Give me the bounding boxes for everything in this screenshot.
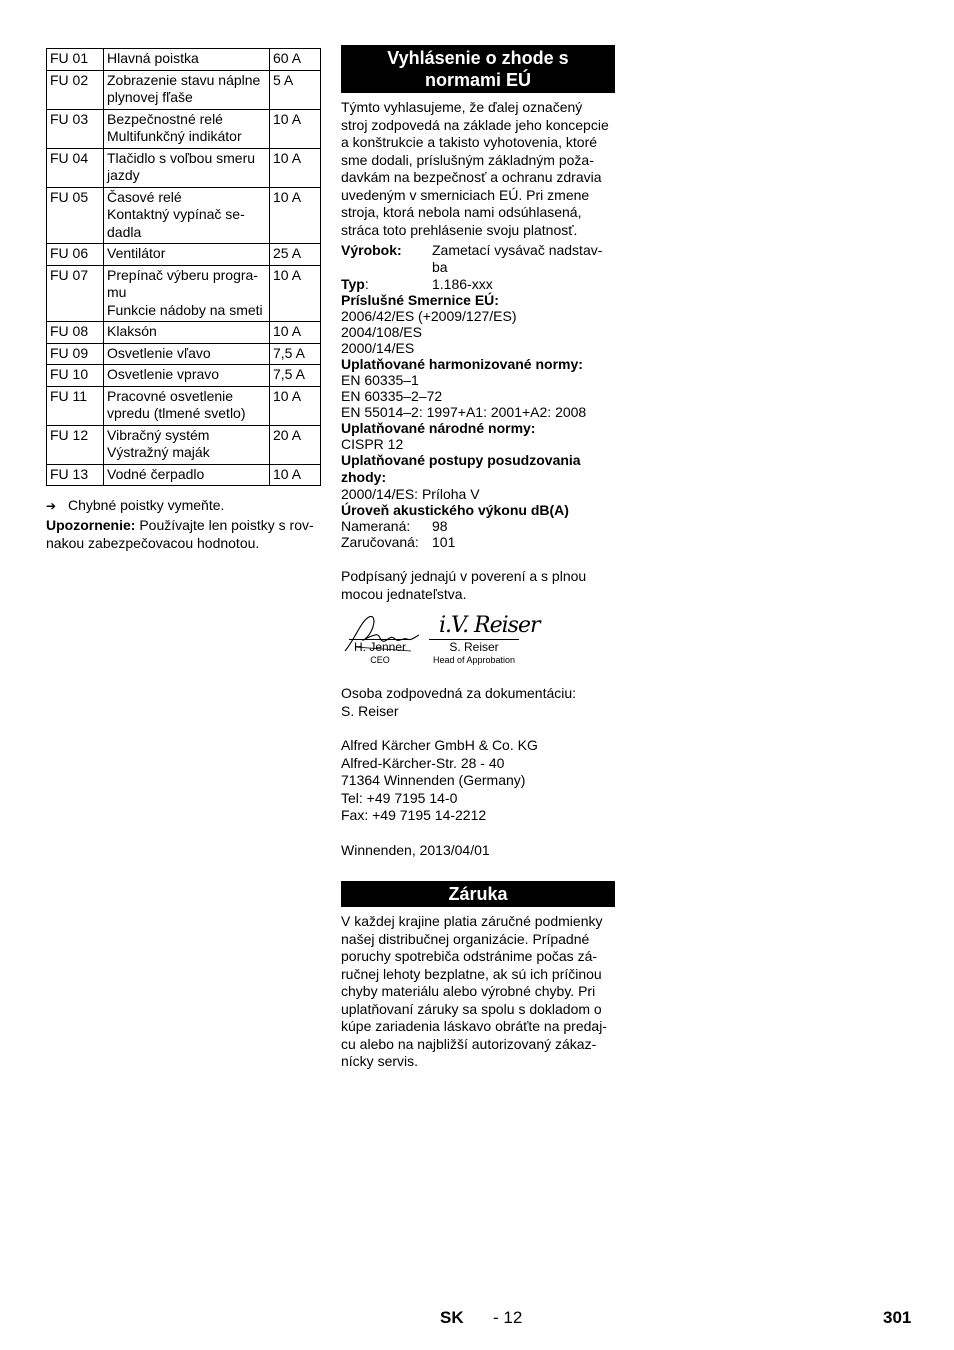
fuse-row	[47, 322, 321, 344]
fuse-rating: 7,5 A	[270, 365, 321, 387]
harmonized-item: EN 60335–1	[341, 372, 419, 388]
harmonized-item: EN 55014–2: 1997+A1: 2001+A2: 2008	[341, 404, 587, 420]
harmonized-item: EN 60335–2–72	[341, 388, 443, 404]
fuse-description: Bezpečnostné relé Multifunkčný indikátor	[104, 109, 270, 148]
arrow-icon: ➔	[46, 499, 57, 513]
harmonized-label: Uplatňované harmonizované normy:	[341, 356, 583, 372]
type-row: Typ: 1.186-xxx	[341, 276, 493, 292]
fuse-row	[47, 265, 321, 322]
fuse-rating: 7,5 A	[270, 343, 321, 365]
footer-page-ref: - 12	[493, 1308, 523, 1327]
fuse-notes	[46, 496, 321, 553]
fuse-rating: 5 A	[270, 70, 321, 109]
fuse-description: Osvetlenie vpravo	[104, 365, 270, 387]
fuse-row	[47, 464, 321, 486]
fuse-code: FU 01	[47, 49, 104, 71]
fuse-description: Vodné čerpadlo	[104, 464, 270, 486]
fuse-rating: 10 A	[270, 386, 321, 425]
guaranteed-row: Zaručovaná: 101	[341, 534, 456, 550]
replace-note: ➔ Chybné poistky vymeňte.	[46, 496, 321, 516]
directive-item: 2004/108/ES	[341, 324, 422, 340]
signer-jenner: H. Jenner CEO	[349, 639, 411, 666]
company-address: Alfred Kärcher GmbH & Co. KG Alfred-Kärcher-Str. 28 - 40 71364 Winnenden (Germany) Tel: +49 7195 14-0 Fax: +49 7195 14-2212	[341, 737, 538, 823]
fuse-rating: 10 A	[270, 148, 321, 187]
fuse-row	[47, 425, 321, 464]
fuse-code: FU 07	[47, 265, 104, 322]
fuse-row	[47, 187, 321, 244]
fuse-rating: 10 A	[270, 265, 321, 322]
fuse-code: FU 04	[47, 148, 104, 187]
fuse-code: FU 09	[47, 343, 104, 365]
signature-block	[341, 611, 615, 671]
fuse-code: FU 10	[47, 365, 104, 387]
fuse-code: FU 06	[47, 244, 104, 266]
fuse-rating: 20 A	[270, 425, 321, 464]
fuse-description: Klaksón	[104, 322, 270, 344]
fuse-code: FU 08	[47, 322, 104, 344]
fuse-rating: 10 A	[270, 464, 321, 486]
fuse-row	[47, 244, 321, 266]
doc-person: Osoba zodpovedná za dokumentáciu: S. Reiser	[341, 685, 577, 719]
fuse-row	[47, 109, 321, 148]
fuse-rating: 60 A	[270, 49, 321, 71]
directive-item: 2000/14/ES	[341, 340, 415, 356]
fuse-description: Pracovné osvetlenie vpredu (tlmené svetlo)	[104, 386, 270, 425]
fuse-row	[47, 365, 321, 387]
fuse-description: Hlavná poistka	[104, 49, 270, 71]
national-label: Uplatňované národné normy:	[341, 420, 536, 436]
fuse-description: Prepínač výberu progra- mu Funkcie nádoby na smeti	[104, 265, 270, 322]
warranty-heading: Záruka	[341, 881, 615, 907]
fuse-row	[47, 70, 321, 109]
fuse-row	[47, 148, 321, 187]
signature-reiser: i.V. Reiser	[439, 613, 540, 638]
fuse-code: FU 05	[47, 187, 104, 244]
right-column	[341, 45, 615, 1071]
directive-item: 2006/42/ES (+2009/127/ES)	[341, 308, 517, 324]
product-row: Výrobok: Zametací vysávač nadstav- ba	[341, 242, 603, 275]
fuse-rating: 10 A	[270, 322, 321, 344]
declaration-heading: Vyhlásenie o zhode s normami EÚ	[341, 45, 615, 93]
fuse-rating: 10 A	[270, 109, 321, 148]
left-column	[46, 48, 321, 553]
declaration-intro: Týmto vyhlasujeme, že ďalej označený stroj zodpovedá na základe jeho koncepcie a konštrukcie a takisto vyhotovenia, ktoré sme dodali, príslušným základným poža- davkám na bezpečnosť a ochranu zdravia uvedeným v smerniciach EÚ. Pri zmene stroja, ktorá nebola nami odsúhlasená, stráca toto prehlásenie svoju platnosť.	[341, 99, 609, 238]
fuse-description: Časové relé Kontaktný vypínač se- dadla	[104, 187, 270, 244]
national-item: CISPR 12	[341, 436, 404, 452]
fuse-table	[46, 48, 321, 486]
warning-note: Upozornenie: Používajte len poistky s rov- nakou zabezpečovacou hodnotou.	[46, 516, 314, 551]
fuse-row	[47, 49, 321, 71]
fuse-rating: 25 A	[270, 244, 321, 266]
measured-row: Nameraná: 98	[341, 518, 448, 534]
fuse-description: Vibračný systém Výstražný maják	[104, 425, 270, 464]
fuse-code: FU 03	[47, 109, 104, 148]
fuse-description: Ventilátor	[104, 244, 270, 266]
signer-reiser: S. Reiser Head of Approbation	[429, 639, 519, 666]
directives-label: Príslušné Smernice EÚ:	[341, 292, 499, 308]
conformity-label: Uplatňované postupy posudzovania zhody:	[341, 452, 581, 485]
fuse-description: Osvetlenie vľavo	[104, 343, 270, 365]
footer-language: SK	[440, 1308, 464, 1327]
fuse-code: FU 11	[47, 386, 104, 425]
warranty-text: V každej krajine platia záručné podmienky našej distribučnej organizácie. Prípadné poruchy spotrebiča odstránime počas zá- ručnej lehoty bezplatne, ak sú ich príčinou chyby materiálu alebo výrobné chyby. Pri uplatňovaní záruky sa spolu s dokladom o kúpe zariadenia láskavo obráťte na predaj- cu alebo na najbližší autorizovaný zákaz- nícky servis.	[341, 913, 607, 1069]
fuse-description: Tlačidlo s voľbou smeru jazdy	[104, 148, 270, 187]
fuse-code: FU 12	[47, 425, 104, 464]
fuse-row	[47, 343, 321, 365]
fuse-row	[47, 386, 321, 425]
conformity-value: 2000/14/ES: Príloha V	[341, 486, 480, 502]
fuse-description: Zobrazenie stavu náplne plynovej fľaše	[104, 70, 270, 109]
place-date: Winnenden, 2013/04/01	[341, 841, 490, 858]
fuse-rating: 10 A	[270, 187, 321, 244]
fuse-code: FU 02	[47, 70, 104, 109]
sound-label: Úroveň akustického výkonu dB(A)	[341, 502, 569, 518]
fuse-code: FU 13	[47, 464, 104, 486]
footer-page-number: 301	[883, 1308, 912, 1327]
signed-text: Podpísaný jednajú v poverení a s plnou mocou jednateľstva.	[341, 568, 587, 602]
